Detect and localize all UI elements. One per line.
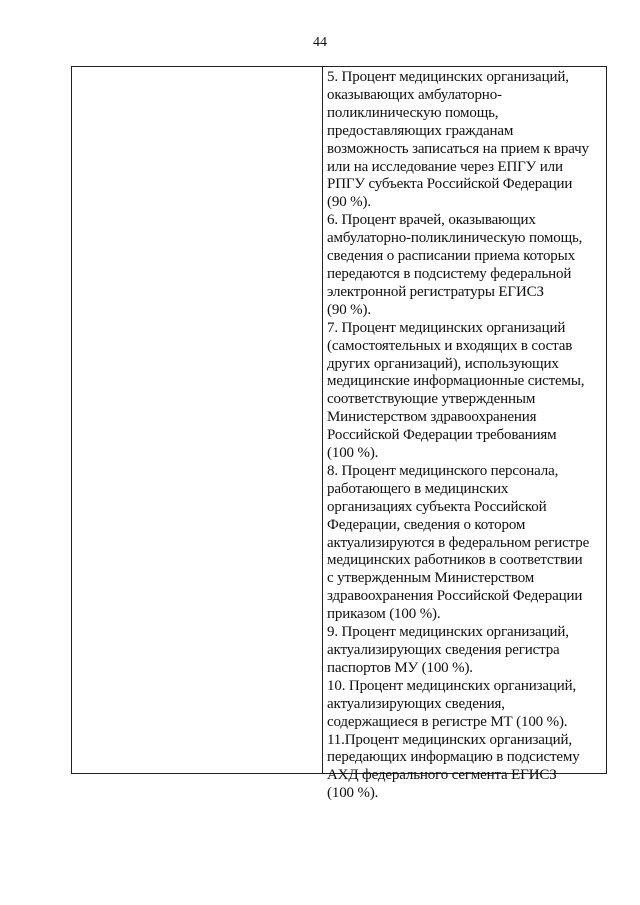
indicator-line: других организаций), использующих [327, 355, 559, 372]
indicator-line: актуализирующих сведения, [327, 695, 505, 712]
indicator-line: 10. Процент медицинских организаций, [327, 677, 577, 694]
indicator-line: организациях субъекта Российской [327, 498, 547, 515]
indicator-line: электронной регистратуры ЕГИСЗ [327, 283, 544, 300]
indicator-line: 11.Процент медицинских организаций, [327, 731, 572, 748]
table-cell-left-empty [72, 67, 323, 773]
indicator-line: актуализируются в федеральном регистре [327, 534, 590, 551]
indicator-line: 8. Процент медицинского персонала, [327, 462, 559, 479]
indicator-line: РПГУ субъекта Российской Федерации [327, 176, 573, 193]
indicator-line: оказывающих амбулаторно- [327, 86, 502, 103]
indicator-line: работающего в медицинских [327, 480, 509, 497]
indicator-line: содержащиеся в регистре МТ (100 %). [327, 713, 568, 730]
indicator-line: возможность записаться на прием к врачу [327, 140, 589, 157]
indicator-line: Федерации, сведения о котором [327, 516, 526, 533]
indicator-line: 9. Процент медицинских организаций, [327, 624, 569, 641]
indicator-line: Министерством здравоохранения [327, 409, 537, 426]
indicator-line: приказом (100 %). [327, 606, 441, 623]
indicator-line: передающих информацию в подсистему [327, 749, 580, 766]
indicator-8 [327, 463, 606, 624]
indicator-line: сведения о расписании приема которых [327, 248, 575, 265]
indicator-line: здравоохранения Российской Федерации [327, 588, 583, 605]
indicator-line: паспортов МУ (100 %). [327, 659, 473, 676]
indicator-7 [327, 320, 606, 463]
indicator-line: поликлиническую помощь, [327, 104, 499, 121]
indicator-line: соответствующие утвержденным [327, 391, 536, 408]
indicator-line: с утвержденным Министерством [327, 570, 535, 587]
indicator-line: актуализирующих сведения регистра [327, 642, 560, 658]
indicator-line: Российской Федерации требованиям [327, 427, 557, 444]
indicator-line: (самостоятельных и входящих в состав [327, 337, 573, 354]
indicator-9 [327, 624, 606, 678]
indicator-line: 6. Процент врачей, оказывающих [327, 212, 536, 229]
indicator-line: амбулаторно-поликлиническую помощь, [327, 230, 583, 247]
indicator-5 [327, 69, 606, 212]
indicator-line: медицинские информационные системы, [327, 373, 585, 390]
indicator-line: (100 %). [327, 445, 379, 462]
indicator-line: передаются в подсистему федеральной [327, 265, 572, 282]
indicator-line: АХД федерального сегмента ЕГИСЗ [327, 767, 557, 784]
indicator-10 [327, 678, 606, 732]
document-table [71, 66, 607, 802]
indicator-line: медицинских работников в соответствии [327, 552, 583, 569]
indicator-line: (90 %). [327, 301, 371, 318]
indicator-line: или на исследование через ЕПГУ или [327, 158, 563, 175]
indicator-line: 7. Процент медицинских организаций [327, 319, 566, 336]
indicator-line: (90 %). [327, 194, 371, 211]
indicator-11 [327, 732, 606, 804]
page-number: 44 [313, 35, 327, 50]
table-cell-indicators [323, 67, 606, 802]
indicator-line: (100 %). [327, 785, 379, 802]
indicator-6 [327, 212, 606, 319]
indicator-line: 5. Процент медицинских организаций, [327, 69, 569, 85]
indicator-line: предоставляющих гражданам [327, 122, 514, 139]
